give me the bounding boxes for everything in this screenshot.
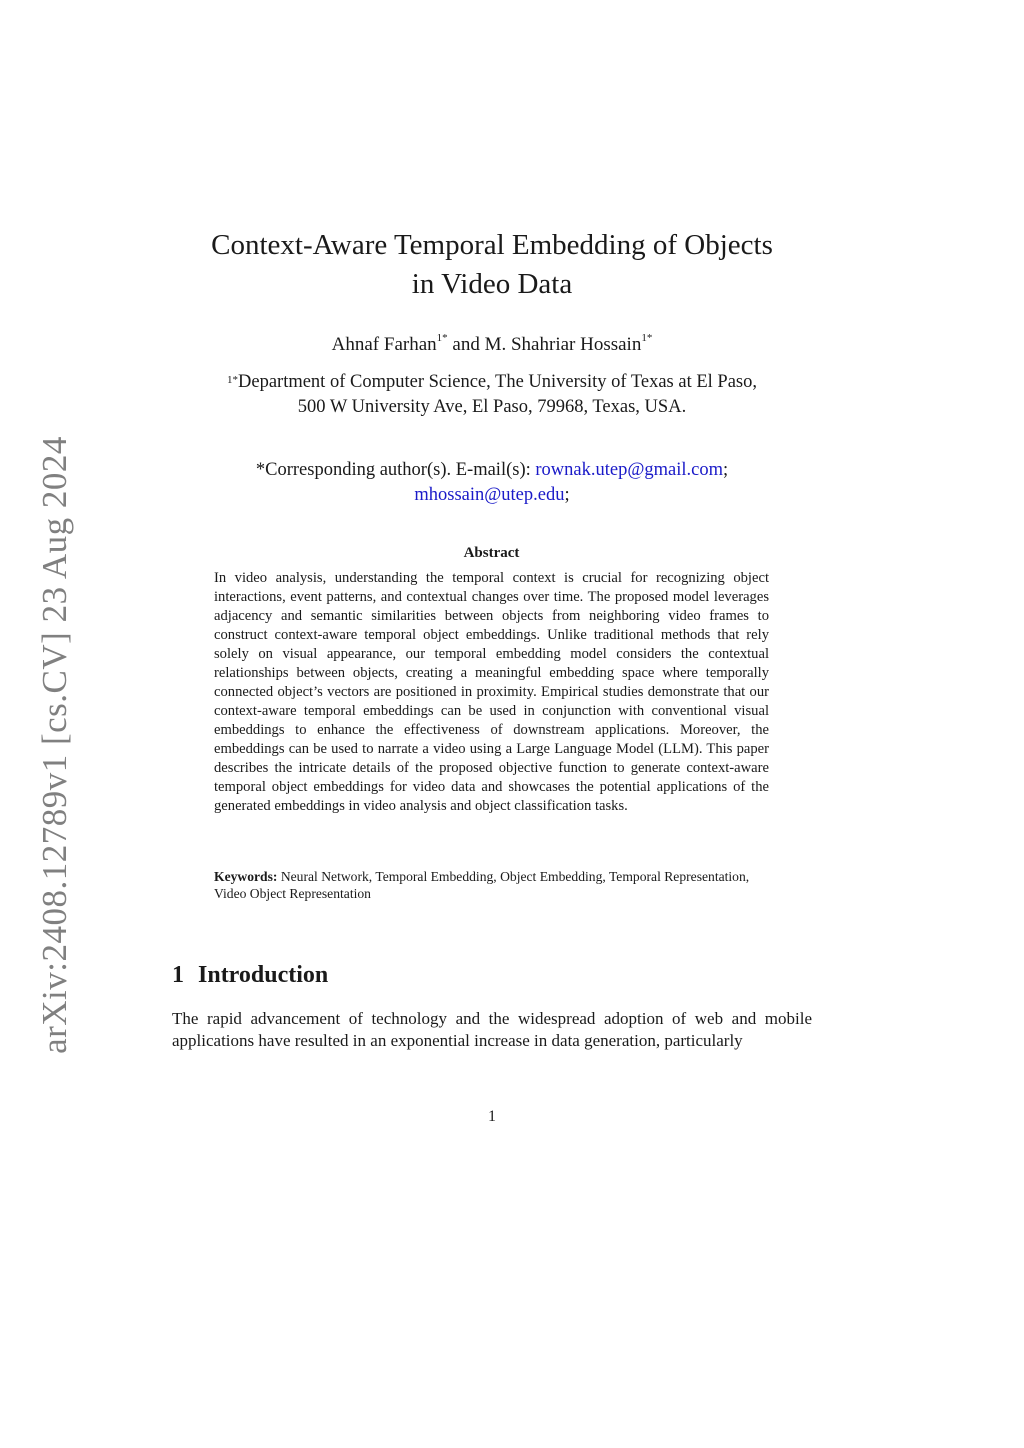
section-title: Introduction (198, 962, 329, 988)
affiliation-line-2: 500 W University Ave, El Paso, 79968, Texas, USA. (297, 397, 687, 417)
section-number: 1 (172, 962, 184, 988)
page-number: 1 (488, 1108, 496, 1125)
keywords-label: Keywords: (214, 869, 278, 884)
author-name: Ahnaf Farhan (331, 334, 437, 355)
section-heading (172, 962, 328, 989)
email-separator: ; (722, 460, 729, 480)
intro-paragraph: The rapid advancement of technology and the widespread adoption of web and mobile applications have resulted in an exponential increase in data generation, particularly (172, 1009, 812, 1050)
paper-title-line-2: in Video Data (411, 268, 573, 300)
affiliation (150, 370, 834, 420)
affiliation-mark: 1* (227, 374, 238, 386)
author-affiliation-mark: 1* (641, 332, 653, 344)
corresponding-prefix: *Corresponding author(s). E-mail(s): (255, 460, 536, 480)
author-affiliation-mark: 1* (436, 332, 448, 344)
email-terminator: ; (564, 485, 570, 505)
email-link-2[interactable]: mhossain@utep.edu (414, 485, 565, 505)
corresponding-author (150, 458, 834, 508)
paper-title (172, 226, 812, 304)
keywords (214, 868, 769, 902)
affiliation-line-1 (150, 370, 834, 395)
abstract-body: In video analysis, understanding the temporal context is crucial for recognizing object interactions, event patterns, and contextual changes over time. The proposed model leverages adjacency and semantic similarities between objects from neighboring video frames to construct context-aware temporal object embeddings. Unlike traditional methods that rely solely on visual appearance, our temporal embedding model considers the contextual relationships between objects, creating a meaningful embedding space where temporally connected object’s vectors are positioned in proximity. Empirical studies demonstrate that our context-aware temporal embeddings can be used in conjunction with conventional visual embeddings to enhance the effectiveness of downstream applications. Moreover, the embeddings can be used to narrate a video using a Large Language Model (LLM). This paper describes the intricate details of the proposed objective function to generate context-aware temporal object embeddings for video data and showcases the potential applications of the generated embeddings in video analysis and object classification tasks. (214, 570, 769, 814)
author-conjunction: and (447, 334, 485, 355)
abstract-heading: Abstract (463, 545, 520, 561)
affiliation-text: Department of Computer Science, The University of Texas at El Paso, (238, 372, 757, 392)
author-name: M. Shahriar Hossain (484, 334, 642, 355)
paper-title-line-1: Context-Aware Temporal Embedding of Objects (211, 229, 773, 261)
email-link-1[interactable]: rownak.utep@gmail.com (535, 460, 723, 480)
arxiv-identifier-stamp: arXiv:2408.12789v1 [cs.CV] 23 Aug 2024 (35, 436, 74, 1054)
keywords-text: Neural Network, Temporal Embedding, Object Embedding, Temporal Representation, Video Object Representation (214, 869, 750, 901)
author-list (172, 334, 812, 356)
